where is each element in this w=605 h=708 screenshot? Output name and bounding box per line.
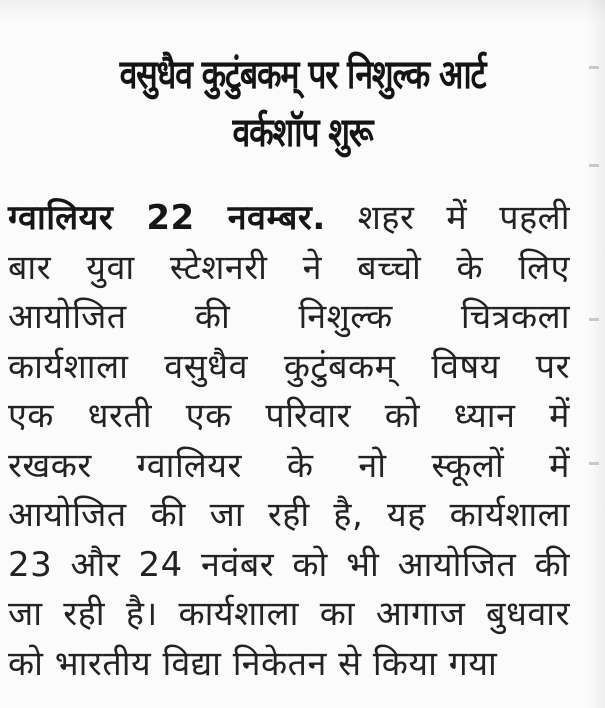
body-line-7: आयोजित की जा रही है, यह कार्यशाला (8, 495, 570, 535)
clipping-right-shadow (587, 0, 605, 708)
body-line-9: जा रही है। कार्यशाला का आगाज बुधवार (8, 594, 570, 634)
body-line-1 (8, 194, 570, 244)
neighbor-column-mark (589, 66, 599, 69)
article-body (8, 194, 570, 689)
neighbor-column-mark (589, 164, 599, 167)
body-line-4: कार्यशाला वसुधैव कुटुंबकम् विषय पर (8, 346, 570, 387)
body-line-3: आयोजित की निशुल्क चित्रकला (8, 297, 570, 337)
body-line-8: 23 और 24 नवंबर को भी आयोजित की (8, 544, 570, 585)
body-line-10: को भारतीय विद्या निकेतन से किया गया (8, 643, 498, 684)
body-line-2: बार युवा स्टेशनरी ने बच्चो के लिए (8, 247, 570, 288)
article-headline (69, 46, 537, 162)
body-line-1-text: शहर में पहली (325, 198, 571, 238)
neighbor-column-mark (589, 462, 599, 465)
body-line-6: रखकर ग्वालियर के नो स्कूलों में (8, 445, 570, 486)
headline-line-2: वर्कशॉप शुरू (232, 110, 373, 156)
neighbor-column-mark (589, 318, 599, 321)
clipping-top-edge (0, 0, 605, 22)
headline-line-1: वसुधैव कुटुंबकम् पर निशुल्क आर्ट (119, 52, 486, 98)
body-line-5: एक धरती एक परिवार को ध्यान में (8, 396, 570, 436)
dateline: ग्वालियर 22 नवम्बर. (8, 198, 326, 238)
